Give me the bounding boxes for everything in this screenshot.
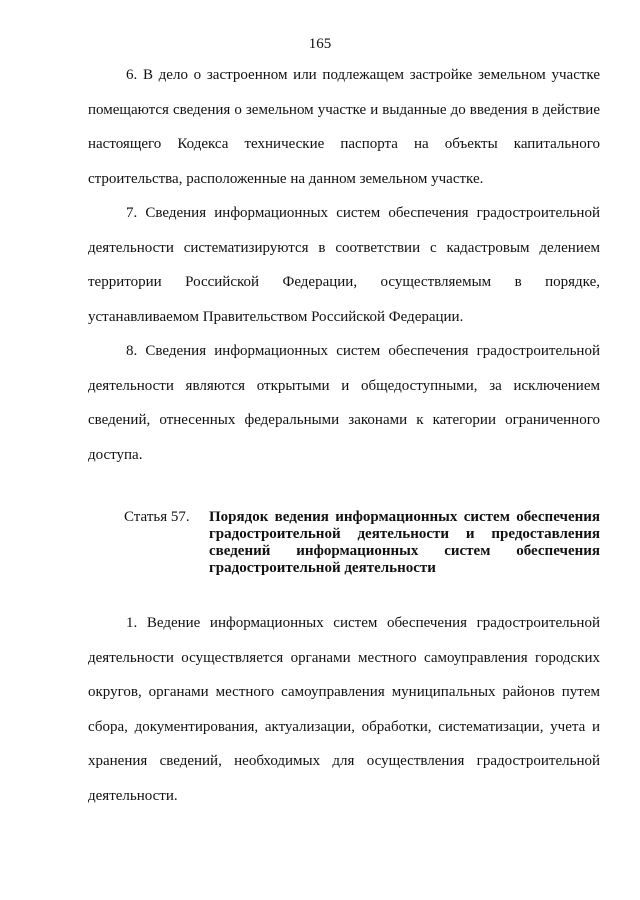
paragraph-7: 7. Сведения информационных систем обеспечения градостроительной деятельности систематизируются в соответствии с кадастровым делением территории Российской Федерации, осуществляемым в порядке, устанавливаемом Правительством Российской Федерации.	[88, 205, 600, 325]
paragraph-8: 8. Сведения информационных систем обеспечения градостроительной деятельности являются открытыми и общедоступными, за исключением сведений, отнесенных федеральными законами к категории ограниченного доступа.	[88, 343, 600, 463]
article-title: Порядок ведения информационных систем обеспечения градостроительной деятельности и предоставления сведений информационных систем обеспечения градостроительной деятельности	[209, 509, 600, 576]
article-label: Статья 57.	[124, 509, 190, 525]
paragraph-6: 6. В дело о застроенном или подлежащем застройке земельном участке помещаются сведения о земельном участке и выданные до введения в действие настоящего Кодекса технические паспорта на объекты капитального строительства, расположенные на данном земельном участке.	[88, 67, 600, 187]
page-number: 165	[308, 36, 332, 52]
paragraph-1: 1. Ведение информационных систем обеспечения градостроительной деятельности осуществляется органами местного самоуправления городских округов, органами местного самоуправления муниципальных районов путем сбора, документирования, актуализации, обработки, систематизации, учета и хранения сведений, необходимых для осуществления градостроительной деятельности.	[88, 615, 600, 804]
